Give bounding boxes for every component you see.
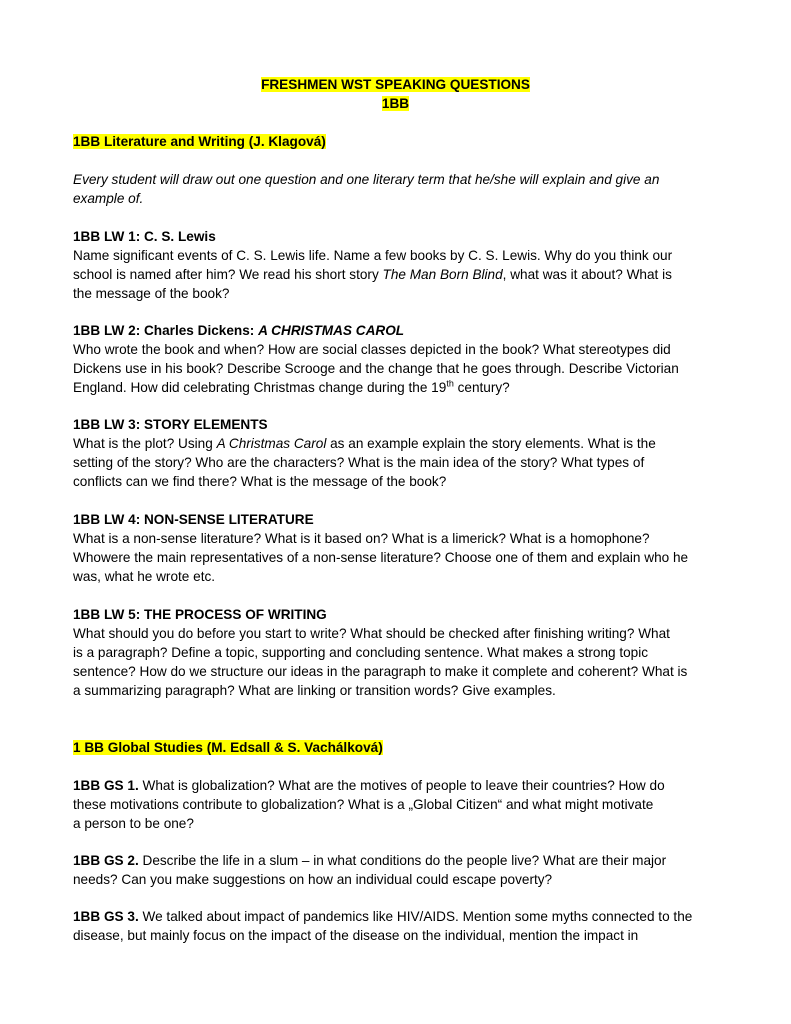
question-text: disease, but mainly focus on the impact of the disease on the individual, mention the impact in xyxy=(73,928,639,943)
question-text: What is a non-sense literature? What is it based on? What is a limerick? What is a homophone? xyxy=(73,531,650,546)
text-run: England. How did celebrating Christmas change during the 19 xyxy=(73,380,447,395)
question-text: Dickens use in his book? Describe Scrooge and the change that he goes through. Describe Victorian xyxy=(73,361,679,376)
document-subtitle-text: 1BB xyxy=(381,96,410,111)
literature-section-heading xyxy=(73,132,723,151)
question-lw5 xyxy=(73,605,723,700)
question-lw4 xyxy=(73,510,723,586)
literature-intro xyxy=(73,170,723,208)
question-text xyxy=(73,378,723,397)
question-lw3 xyxy=(73,415,723,491)
text-run: school is named after him? We read his short story xyxy=(73,267,383,282)
question-text xyxy=(73,776,723,795)
document-title xyxy=(0,75,791,94)
question-heading xyxy=(73,321,723,340)
question-heading: 1BB LW 5: THE PROCESS OF WRITING xyxy=(73,607,327,622)
book-title: A Christmas Carol xyxy=(216,436,327,451)
question-heading: 1BB LW 3: STORY ELEMENTS xyxy=(73,417,268,432)
question-text: a person to be one? xyxy=(73,816,194,831)
question-gs2 xyxy=(73,851,723,889)
text-run: We talked about impact of pandemics like HIV/AIDS. Mention some myths connected to the xyxy=(138,909,693,924)
question-lw1 xyxy=(73,227,723,303)
question-text xyxy=(73,851,723,870)
question-text: Whowere the main representatives of a non-sense literature? Choose one of them and explain who he xyxy=(73,550,689,565)
question-text: is a paragraph? Define a topic, supporting and concluding sentence. What makes a strong topic xyxy=(73,645,649,660)
question-heading: 1BB LW 4: NON-SENSE LITERATURE xyxy=(73,512,314,527)
question-text: What should you do before you start to write? What should be checked after finishing writing? What xyxy=(73,626,670,641)
question-gs3 xyxy=(73,907,723,945)
superscript: th xyxy=(446,378,454,389)
question-lw2 xyxy=(73,321,723,397)
question-text xyxy=(73,907,723,926)
question-text: needs? Can you make suggestions on how an individual could escape poverty? xyxy=(73,872,553,887)
global-studies-section-heading-text: 1 BB Global Studies (M. Edsall & S. Vachálková) xyxy=(73,740,383,755)
question-text xyxy=(73,265,723,284)
question-text xyxy=(73,434,723,453)
text-run: Describe the life in a slum – in what conditions do the people live? What are their major xyxy=(138,853,667,868)
question-text: Who wrote the book and when? How are social classes depicted in the book? What stereotypes did xyxy=(73,342,671,357)
question-gs1 xyxy=(73,776,723,833)
question-label: 1BB GS 3. xyxy=(73,909,139,924)
literature-section-heading-text: 1BB Literature and Writing (J. Klagová) xyxy=(73,134,326,149)
question-text: a summarizing paragraph? What are linking or transition words? Give examples. xyxy=(73,683,556,698)
book-title: The Man Born Blind xyxy=(382,267,503,282)
intro-line: example of. xyxy=(73,191,144,206)
text-run: century? xyxy=(453,380,510,395)
question-text: these motivations contribute to globalization? What is a „Global Citizen“ and what might motivate xyxy=(73,797,654,812)
question-label: 1BB GS 1. xyxy=(73,778,139,793)
question-text: the message of the book? xyxy=(73,286,230,301)
document-title-text: FRESHMEN WST SPEAKING QUESTIONS xyxy=(261,77,530,92)
question-text: was, what he wrote etc. xyxy=(73,569,216,584)
question-heading: 1BB LW 1: C. S. Lewis xyxy=(73,229,216,244)
question-text: setting of the story? Who are the characters? What is the main idea of the story? What types of xyxy=(73,455,645,470)
intro-line: Every student will draw out one question and one literary term that he/she will explain and give an xyxy=(73,172,660,187)
global-studies-section-heading xyxy=(73,738,723,757)
question-label: 1BB GS 2. xyxy=(73,853,139,868)
book-title: A CHRISTMAS CAROL xyxy=(258,323,405,338)
question-text: conflicts can we find there? What is the message of the book? xyxy=(73,474,447,489)
question-text: sentence? How do we structure our ideas in the paragraph to make it complete and coherent? What is xyxy=(73,664,688,679)
text-run: , what was it about? What is xyxy=(502,267,672,282)
question-text: Name significant events of C. S. Lewis life. Name a few books by C. S. Lewis. Why do you think our xyxy=(73,248,673,263)
text-run: as an example explain the story elements. What is the xyxy=(326,436,656,451)
document-subtitle xyxy=(0,94,791,113)
text-run: 1BB LW 2: Charles Dickens: xyxy=(73,323,259,338)
text-run: What is the plot? Using xyxy=(73,436,217,451)
text-run: What is globalization? What are the motives of people to leave their countries? How do xyxy=(138,778,665,793)
